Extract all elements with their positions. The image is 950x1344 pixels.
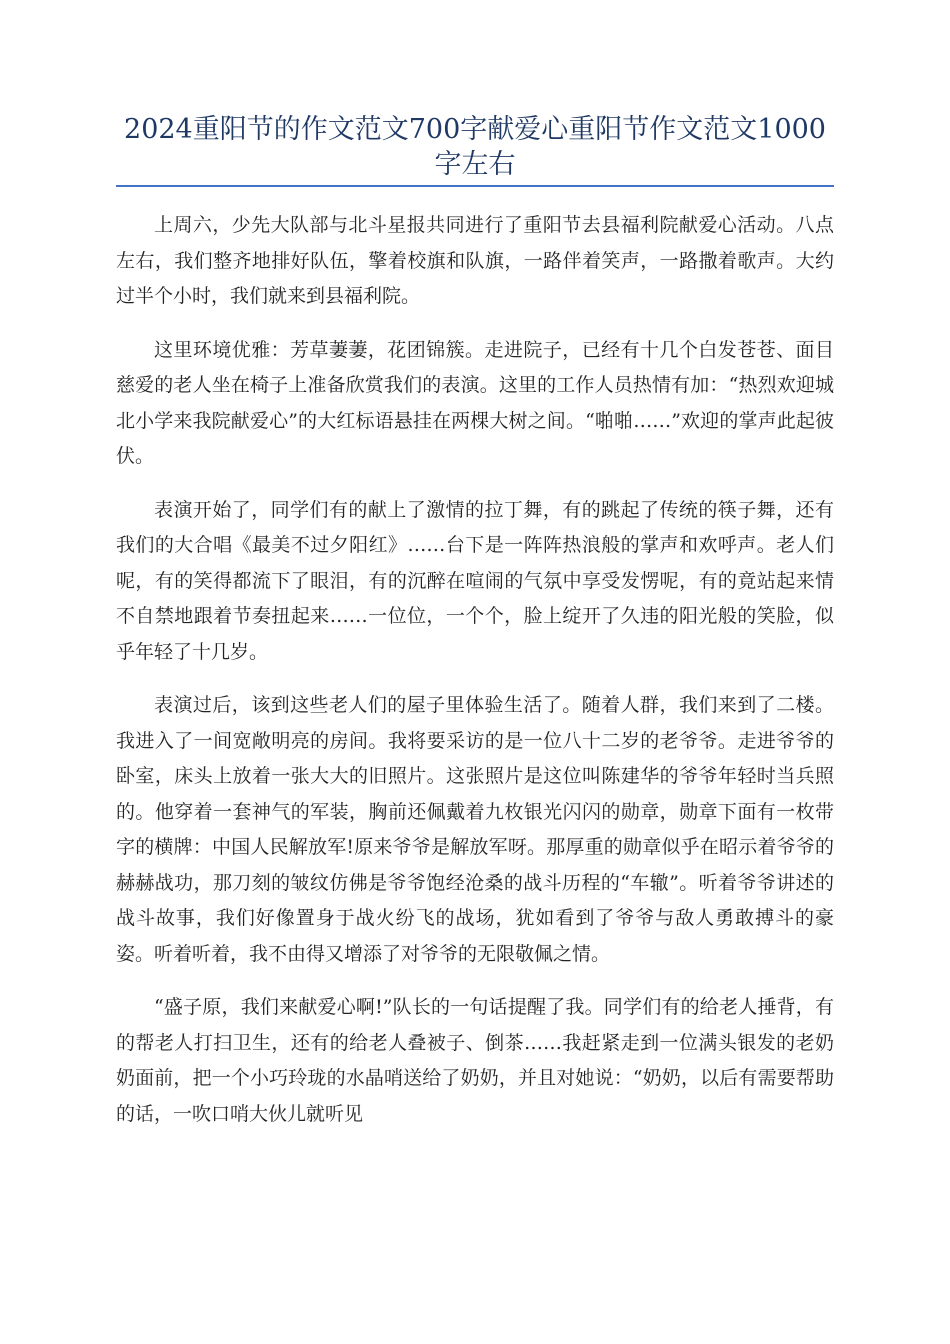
document-title: 2024重阳节的作文范文700字献爱心重阳节作文范文1000字左右 xyxy=(124,114,826,180)
paragraph-1: 上周六，少先大队部与北斗星报共同进行了重阳节去县福利院献爱心活动。八点左右，我们整齐地排好队伍，擎着校旗和队旗，一路伴着笑声，一路撒着歌声。大约过半个小时，我们就来到县福利院。 xyxy=(116,214,834,307)
paragraph-2: 这里环境优雅：芳草萋萋，花团锦簇。走进院子，已经有十几个白发苍苍、面目慈爱的老人坐在椅子上准备欣赏我们的表演。这里的工作人员热情有加：“热烈欢迎城北小学来我院献爱心”的大红标语悬挂在两棵大树之间。“啪啪……”欢迎的掌声此起彼伏。 xyxy=(116,338,834,467)
document-body xyxy=(116,208,834,1150)
paragraph-5: “盛子原，我们来献爱心啊!”队长的一句话提醒了我。同学们有的给老人捶背，有的帮老人打扫卫生，还有的给老人叠被子、倒茶……我赶紧走到一位满头银发的老奶奶面前，把一个小巧玲珑的水晶哨送给了奶奶，并且对她说：“奶奶，以后有需要帮助的话，一吹口哨大伙儿就听见 xyxy=(116,996,834,1125)
paragraph-3: 表演开始了，同学们有的献上了激情的拉丁舞，有的跳起了传统的筷子舞，还有我们的大合唱《最美不过夕阳红》……台下是一阵阵热浪般的掌声和欢呼声。老人们呢，有的笑得都流下了眼泪，有的沉醉在喧闹的气氛中享受发愣呢，有的竟站起来情不自禁地跟着节奏扭起来……一位位，一个个，脸上绽开了久违的阳光般的笑脸，似乎年轻了十几岁。 xyxy=(116,498,834,663)
paragraph-4: 表演过后，该到这些老人们的屋子里体验生活了。随着人群，我们来到了二楼。我进入了一间宽敞明亮的房间。我将要采访的是一位八十二岁的老爷爷。走进爷爷的卧室，床头上放着一张大大的旧照片。这张照片是这位叫陈建华的爷爷年轻时当兵照的。他穿着一套神气的军装，胸前还佩戴着九枚银光闪闪的勋章，勋章下面有一枚带字的横牌：中国人民解放军!原来爷爷是解放军呀。那厚重的勋章似乎在昭示着爷爷的赫赫战功，那刀刻的皱纹仿佛是爷爷饱经沧桑的战斗历程的“车辙”。听着爷爷讲述的战斗故事，我们好像置身于战火纷飞的战场，犹如看到了爷爷与敌人勇敢搏斗的豪姿。听着听着，我不由得又增添了对爷爷的无限敬佩之情。 xyxy=(116,694,834,965)
title-underline xyxy=(116,185,834,187)
